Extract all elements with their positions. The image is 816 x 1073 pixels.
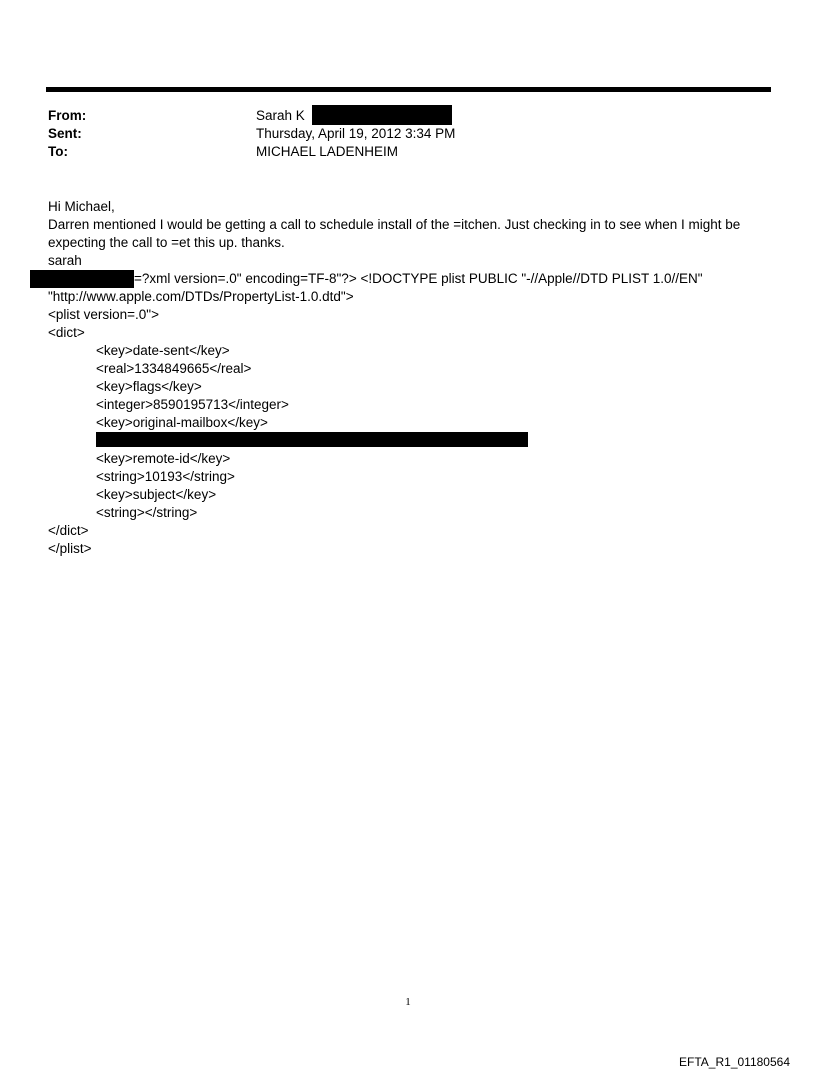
- page-number: 1: [405, 996, 411, 1008]
- dict-close: </dict>: [48, 523, 89, 538]
- string-remote-id: <string>10193</string>: [96, 469, 235, 484]
- key-subject: <key>subject</key>: [96, 487, 217, 502]
- sent-label: Sent:: [48, 126, 82, 141]
- original-mailbox-row: [96, 432, 528, 450]
- redaction-block: [312, 105, 452, 125]
- key-date-sent: <key>date-sent</key>: [96, 343, 230, 358]
- plist-close: </plist>: [48, 541, 92, 556]
- redaction-block: [30, 270, 134, 288]
- plist-open: <plist version=.0">: [48, 307, 159, 322]
- to-label: To:: [48, 144, 68, 159]
- key-flags: <key>flags</key>: [96, 379, 202, 394]
- real-value: <real>1334849665</real>: [96, 361, 252, 376]
- integer-value: <integer>8590195713</integer>: [96, 397, 289, 412]
- header-divider: [46, 87, 771, 92]
- to-value: MICHAEL LADENHEIM: [256, 144, 399, 159]
- xml-line-2: "http://www.apple.com/DTDs/PropertyList-1.0.dtd">: [48, 289, 354, 304]
- from-name: Sarah K: [256, 108, 305, 123]
- xml-line-1: [30, 270, 703, 288]
- redaction-block: [96, 432, 528, 447]
- key-original-mailbox: <key>original-mailbox</key>: [96, 415, 268, 430]
- from-label: From:: [48, 108, 87, 123]
- key-remote-id: <key>remote-id</key>: [96, 451, 231, 466]
- signature: sarah: [48, 253, 82, 268]
- dict-open: <dict>: [48, 325, 85, 340]
- message-line-1: Darren mentioned I would be getting a call to schedule install of the =itchen. Just checking in to see when I might be: [48, 217, 741, 232]
- message-line-2: expecting the call to =et this up. thanks.: [48, 235, 285, 250]
- bates-number: EFTA_R1_01180564: [679, 1055, 790, 1069]
- string-subject: <string></string>: [96, 505, 198, 520]
- xml-declaration-text: =?xml version=.0" encoding=TF-8"?> <!DOCTYPE plist PUBLIC "-//Apple//DTD PLIST 1.0//EN": [134, 271, 703, 286]
- greeting: Hi Michael,: [48, 199, 115, 214]
- from-value: [256, 107, 452, 125]
- sent-value: Thursday, April 19, 2012 3:34 PM: [256, 126, 456, 141]
